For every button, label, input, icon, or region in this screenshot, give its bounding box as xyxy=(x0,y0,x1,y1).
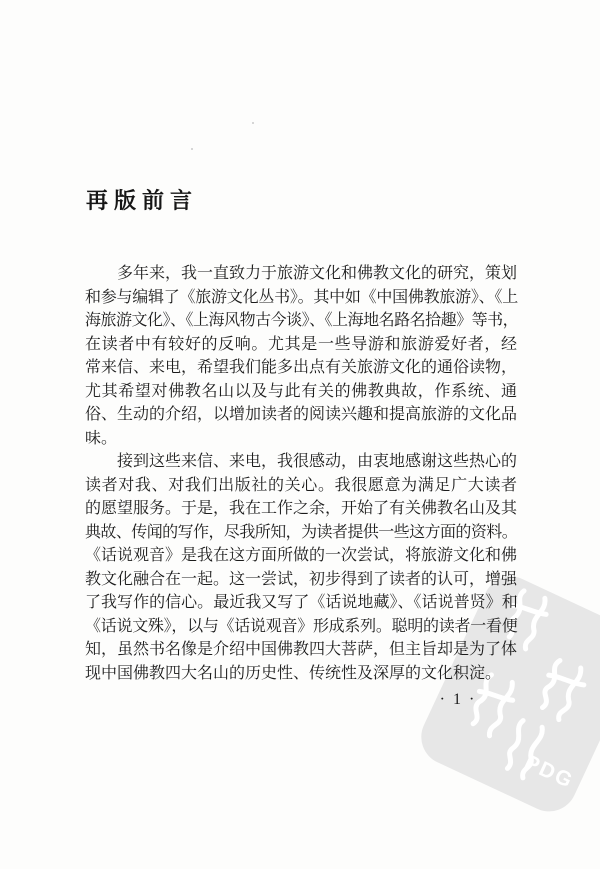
text-line: 典故、传闻的写作，尽我所知，为读者提供一些这方面的资料。 xyxy=(85,523,517,541)
text-line: 和参与编辑了《旅游文化丛书》。其中如《中国佛教旅游》、《上 xyxy=(85,288,517,306)
text-line: 在读者中有较好的反响。尤其是一些导游和旅游爱好者，经 xyxy=(85,335,517,353)
scan-speck xyxy=(252,122,254,124)
text-line: 俗、生动的介绍，以增加读者的阅读兴趣和提高旅游的文化品 xyxy=(85,406,518,423)
text-line: 多年来，我一直致力于旅游文化和佛教文化的研究，策划 xyxy=(117,265,518,282)
text-line: 味。 xyxy=(85,429,118,447)
text-line: 知，虽然书名像是介绍中国佛教四大菩萨，但主旨却是为了体 xyxy=(85,641,518,658)
pdg-label: PDG xyxy=(520,750,578,794)
text-line: 接到这些来信、来电，我很感动，由衷地感谢这些热心的 xyxy=(117,453,518,470)
text-line: 的愿望服务。于是，我在工作之余，开始了有关佛教名山及其 xyxy=(85,500,518,517)
page-title: 再版前言 xyxy=(86,188,199,213)
text-line: 《话说文殊》，以与《话说观音》形成系列。聪明的读者一看便 xyxy=(85,617,517,635)
text-line: 《话说观音》是我在这方面所做的一次尝试，将旅游文化和佛 xyxy=(85,547,518,564)
text-line: 了我写作的信心。最近我又写了《话说地藏》、《话说普贤》和 xyxy=(85,594,517,611)
text-line: 海旅游文化》、《上海风物古今谈》、《上海地名路名拾趣》等书， xyxy=(85,312,517,329)
body-text xyxy=(85,262,517,685)
scan-speck xyxy=(191,148,193,150)
text-line: 教文化融合在一起。这一尝试，初步得到了读者的认可，增强 xyxy=(85,570,518,588)
text-line: 现中国佛教四大名山的历史性、传统性及深厚的文化积淀。 xyxy=(85,664,502,682)
text-line: 尤其希望对佛教名山以及与此有关的佛教典故，作系统、通 xyxy=(85,382,517,400)
page-number: · 1 · xyxy=(439,691,477,708)
text-line: 读者对我、对我们出版社的关心。我很愿意为满足广大读者 xyxy=(85,476,517,494)
text-line: 常来信、来电，希望我们能多出点有关旅游文化的通俗读物， xyxy=(85,359,518,376)
